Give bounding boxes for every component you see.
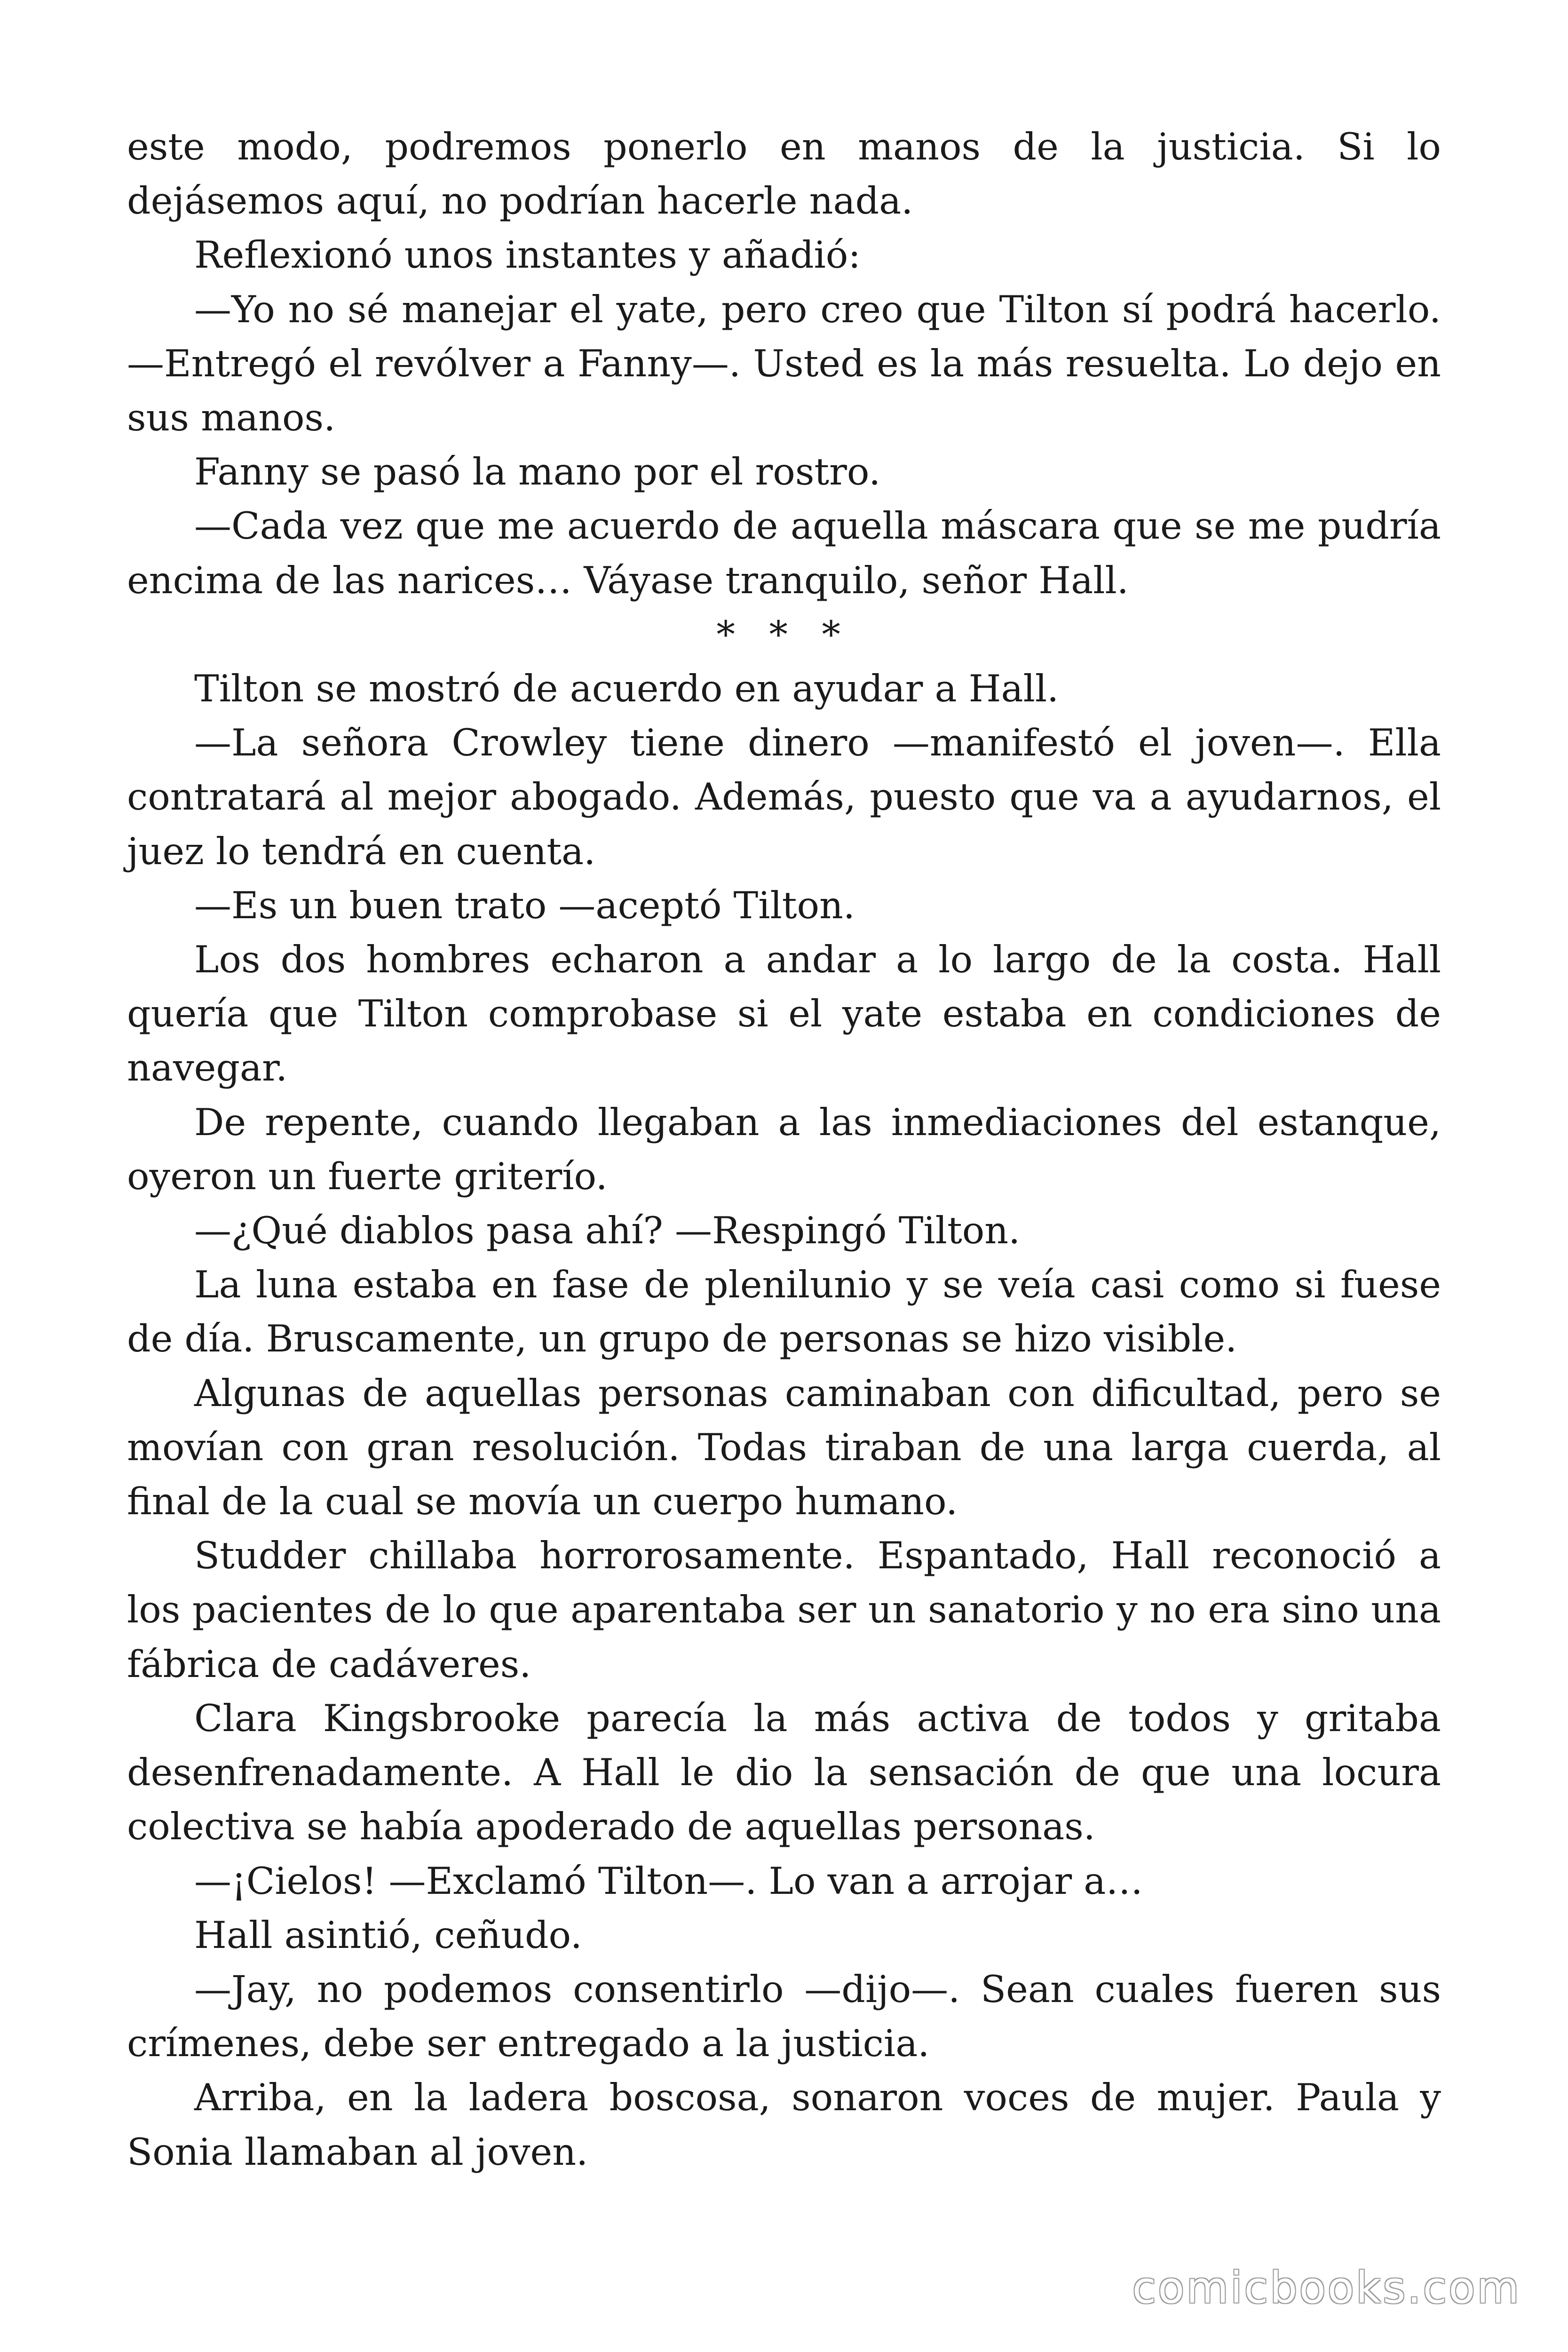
paragraph: —¿Qué diablos pasa ahí? —Respingó Tilton. (194, 1209, 1021, 1253)
page-body (127, 120, 1441, 2179)
paragraph: Hall asintió, ceñudo. (194, 1913, 582, 1957)
paragraph: —La señora Crowley tiene dinero —manifestó el joven—. Ella contratará al mejor abogado. Además, puesto que va a ayudarnos, el juez lo tendrá en cuenta. (127, 721, 1441, 873)
paragraph: —Yo no sé manejar el yate, pero creo que Tilton sí podrá hacerlo. —Entregó el revólver a Fanny—. Usted es la más resuelta. Lo dejo en sus manos. (127, 287, 1441, 440)
scene-separator: * * * (716, 612, 852, 656)
paragraph: Arriba, en la ladera boscosa, sonaron voces de mujer. Paula y Sonia llamaban al joven. (127, 2076, 1441, 2174)
paragraph: Clara Kingsbrooke parecía la más activa de todos y gritaba desenfrenadamente. A Hall le dio la sensación de que una locura colectiva se había apoderado de aquellas personas. (127, 1696, 1441, 1849)
paragraph: Studder chillaba horrorosamente. Espantado, Hall reconoció a los pacientes de lo que aparentaba ser un sanatorio y no era sino una fábrica de cadáveres. (127, 1534, 1441, 1686)
paragraph: Reflexionó unos instantes y añadió: (194, 233, 861, 277)
paragraph: Los dos hombres echaron a andar a lo largo de la costa. Hall quería que Tilton comprobase si el yate estaba en condiciones de navegar. (127, 938, 1441, 1090)
paragraph: De repente, cuando llegaban a las inmediaciones del estanque, oyeron un fuerte griterío. (127, 1100, 1441, 1198)
paragraph: —¡Cielos! —Exclamó Tilton—. Lo van a arrojar a… (194, 1859, 1143, 1903)
paragraph: —Jay, no podemos consentirlo —dijo—. Sean cuales fueren sus crímenes, debe ser entregado a la justicia. (127, 1967, 1441, 2066)
paragraph: —Es un buen trato —aceptó Tilton. (194, 883, 855, 927)
paragraph: La luna estaba en fase de plenilunio y se veía casi como si fuese de día. Bruscamente, un grupo de personas se hizo visible. (127, 1263, 1441, 1361)
paragraph: —Cada vez que me acuerdo de aquella máscara que se me pudría encima de las narices… Váyase tranquilo, señor Hall. (127, 504, 1441, 602)
paragraph: Fanny se pasó la mano por el rostro. (194, 450, 881, 494)
paragraph: este modo, podremos ponerlo en manos de la justicia. Si lo dejásemos aquí, no podrían hacerle nada. (127, 125, 1441, 223)
paragraph: Algunas de aquellas personas caminaban con dificultad, pero se movían con gran resolución. Todas tiraban de una larga cuerda, al final de la cual se movía un cuerpo humano. (127, 1371, 1441, 1524)
watermark: comicbooks.com (1132, 2263, 1521, 2313)
paragraph: Tilton se mostró de acuerdo en ayudar a Hall. (194, 667, 1059, 711)
